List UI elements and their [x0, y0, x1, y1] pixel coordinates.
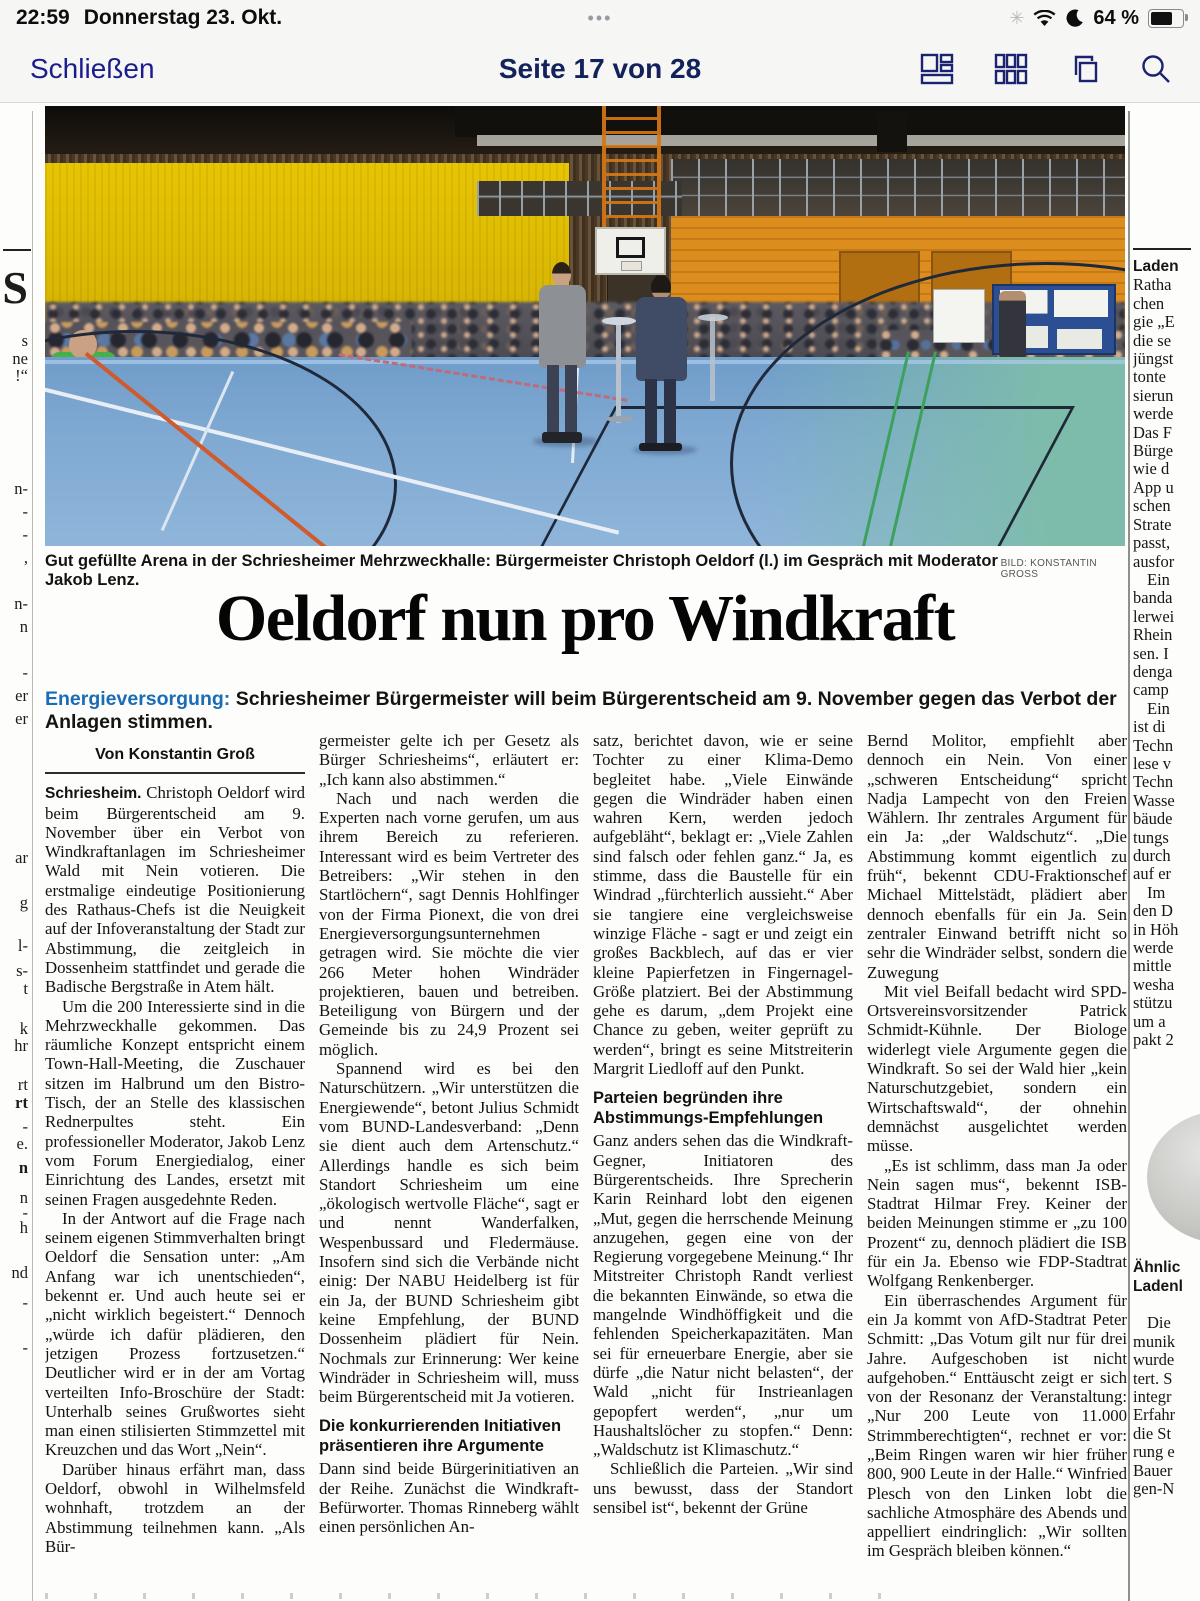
- clipped-text-fragment: t: [23, 979, 28, 998]
- clipped-text-line: banda: [1133, 588, 1173, 608]
- clipped-text-fragment: e.: [16, 1134, 28, 1153]
- status-center-dots: •••: [587, 7, 613, 28]
- clipped-text-line: camp: [1133, 680, 1169, 700]
- clipped-text-line: werde: [1133, 404, 1174, 424]
- clipped-text-line: bäude: [1133, 809, 1173, 829]
- clipped-text-fragment: s-: [16, 961, 28, 980]
- paragraph: Ganz anders sehen das die Windkraft-Gegner, Initiatoren des Bürgerentscheids. Ihre Sprecherin Karin Reinhard lobt den eigenen „Mut, gegen die herrschende Meinung anzugehen, gegen eine von der Regierung vorgegebene Meinung.“ Ihr Mitstreiter Christoph Randt verliest die bekannten Einwände, so etwa die mangelnde Windhöffigkeit und die fehlenden Speicherkapazitäten. Man sei für erneuerbare Energie, aber sie dürfe „die Natur nicht belasten“, der Wald „nicht für Instrieanlagen gepopfert werden“, „nur um Haushaltslöcher zu stopfen.“ Denn: „Waldschutz ist Klimaschutz.“: [593, 1131, 853, 1460]
- clipped-text-line: tonte: [1133, 367, 1166, 387]
- clipped-text-line: gie „E: [1133, 312, 1175, 332]
- clipped-text-fragment: -: [22, 663, 28, 682]
- clipped-text-fragment: g: [19, 893, 28, 912]
- clipped-text-line: mittle: [1133, 956, 1172, 976]
- section-rule: [3, 249, 31, 251]
- clipped-text-line: wesha: [1133, 974, 1175, 994]
- kicker-label: Energieversorgung:: [45, 688, 231, 710]
- article-column-3: [593, 731, 853, 1581]
- clipped-text-fragment: l-: [17, 936, 28, 955]
- clipped-text-line: die se: [1133, 330, 1172, 350]
- status-date: Donnerstag 23. Okt.: [83, 6, 283, 29]
- status-bar: [0, 0, 1200, 36]
- clipped-text-fragment: ar: [15, 848, 28, 867]
- clipped-text-line: chen: [1133, 293, 1165, 313]
- close-button[interactable]: Schließen: [30, 53, 155, 84]
- clipped-text-line: integr: [1133, 1386, 1172, 1406]
- photo-caption: Gut gefüllte Arena in der Schriesheimer Mehrzweckhalle: Bürgermeister Christoph Oeldorf (l.) im Gespräch mit Moderator Jakob Lenz.: [45, 552, 998, 589]
- paragraph: Spannend wird es bei den Naturschützern. „Wir unterstützen die Energiewende“, betont Julius Schmidt vom BUND-Landesverband: „Denn sie dient auch dem Artenschutz.“ Allerdings handle es sich beim Standort Schriesheim um eine „ökologisch wertvolle Fläche“, sagt er und nennt Wanderfalken, Wespenbussard und Fledermäuse. Insofern sind sich die Verbände nicht einig: Der NABU Heidelberg ist für ein Ja, der BUND Schriesheim gibt keine Empfehlung, der BUND Dossenheim plädiert für Nein. Nochmals zur Erinnerung: Wer keine Windräder in Schriesheim will, muss beim Bürgerentscheid mit Ja votieren.: [319, 1059, 579, 1407]
- wifi-icon: [1033, 10, 1056, 27]
- clipped-text-fragment: s: [21, 331, 28, 350]
- clipped-text-line: Ähnlic: [1133, 1259, 1181, 1277]
- kicker-text: Schriesheimer Bürgermeister will beim Bürgerentscheid am 9. November gegen das Verbot der Anlagen stimmen.: [45, 688, 1117, 733]
- article-column-1: [45, 731, 305, 1581]
- pages-copy-icon[interactable]: [1068, 53, 1100, 85]
- clipped-text-line: Rhein: [1133, 625, 1173, 645]
- clipped-text-line: sierun: [1133, 385, 1174, 405]
- paragraph: Darüber hinaus erfährt man, dass Oeldorf, obwohl in Wilhelmsfeld wohnhaft, trotzdem an der Abstimmung teilnehmen kann. „Als Bür-: [45, 1459, 305, 1556]
- column-rule-right: [1128, 111, 1130, 1601]
- basketball-truss: [602, 106, 660, 229]
- moon-icon: [1065, 9, 1084, 28]
- clipped-text-line: munik: [1133, 1331, 1176, 1351]
- clipped-text-fragment: n-: [14, 594, 28, 613]
- clipped-text-fragment: n: [19, 1188, 28, 1207]
- search-icon[interactable]: [1140, 53, 1172, 85]
- article-kicker: [45, 688, 1125, 734]
- paragraph: In der Antwort auf die Frage nach seinem eigenen Stimmverhalten bringt Oeldorf die Sensation unter: „Am Anfang war ich unentschieden“, bekennt er. Und auch heute sei er „nicht wirklich begeistert.“ Dennoch „würde ich dafür plädieren, den jetzigen Prozess fortzusetzen.“ Deutlicher wird er in der am Vortag verteilten Info-Broschüre der Stadt: Unterhalb seines Grußwortes sieht man einen stilisierten Stimmzettel mit Kreuzchen und das Wort „Nein“.: [45, 1208, 305, 1460]
- page-indicator: Seite 17 von 28: [498, 53, 702, 84]
- paragraph: „Es ist schlimm, dass man Ja oder Nein sagen mus“, bekennt ISB-Stadtrat Hilmar Frey. Keiner der beiden Meinungen stimme er „zu 100 Prozent“ zu, dennoch plädiert die ISB für ein Ja. Ebenso wie FDP-Stadtrat Wolfgang Renkenberger.: [867, 1155, 1127, 1291]
- article-headline: Oeldorf nun pro Windkraft: [215, 582, 955, 655]
- clipped-text-fragment: hr: [14, 1036, 28, 1055]
- clipped-text-line: durch: [1133, 846, 1171, 865]
- clipped-text-line: sen. I: [1133, 643, 1169, 663]
- clipped-text-line: um a: [1133, 1011, 1166, 1031]
- flipchart: [933, 289, 985, 344]
- clipped-text-line: Das F: [1133, 422, 1172, 442]
- paragraph: Bernd Molitor, empfiehlt aber dennoch ein Nein. Von einer „schweren Entscheidung“ spricht Nadja Lampecht von den Freien Wählern. Ihr zentrales Argument für ein Ja: „der Waldschutz“. „Die Abstimmung kommt eigentlich zu früh“, bekennt CDU-Fraktionschef Michael Mittelstädt, plädiert aber dennoch ebenfalls für ein Ja. Sein zentraler Einwand betrifft nicht so sehr die Windräder selbst, sondern die Zuwegung: [867, 731, 1127, 982]
- clipped-text-line: wie d: [1133, 459, 1170, 479]
- clipped-text-fragment: -: [22, 525, 28, 544]
- article-photo: [45, 106, 1125, 546]
- battery-percent: 64 %: [1093, 6, 1139, 29]
- clipped-text-fragment: ,: [23, 548, 28, 567]
- clipped-text-line: ausfor: [1133, 551, 1175, 571]
- clipped-text-fragment: er: [15, 686, 28, 705]
- paragraph: germeister gelte ich per Gesetz als Bürger Schriesheims“, erläutert er: „Ich kann also abstimmen.“: [319, 731, 579, 789]
- clipped-text-fragment: -: [22, 1293, 28, 1312]
- paragraph: Um die 200 Interessierte sind in die Mehrzweckhalle gekommen. Das räumliche Konzept entspricht einem Town-Hall-Meeting, die Zuschauer sitzen im Halbrund um den Bistro-Tisch, der an Stelle des klassischen Rednerpultes steht. Ein professioneller Moderator, Jakob Lenz vom Forum Energiedialog, einer Einrichtung des Landes, ersetzt mit seinen Fragen ausgedehnte Reden.: [45, 996, 305, 1209]
- clipped-text-line: ist di: [1133, 717, 1166, 737]
- clipped-text-fragment: er: [15, 709, 28, 728]
- clipped-text-line: Bauer: [1133, 1460, 1173, 1480]
- column-subhead: Parteien begründen ihre Abstimmungs-Empfehlungen: [593, 1089, 824, 1128]
- column-subhead: Die konkurrierenden Initiativen präsentieren ihre Argumente: [319, 1417, 562, 1456]
- clipped-text-line: denga: [1133, 661, 1173, 681]
- clipped-text-fragment: -: [22, 502, 28, 521]
- paragraph: Schriesheim. Christoph Oeldorf wird beim Bürgerentscheid am 9. November über ein Verbot von Windkraftanlagen im Schriesheimer Wald mit Nein votieren. Die erstmalige eindeutige Positionierung des Rathaus-Chefs ist die Neuigkeit auf der Infoveranstaltung der Stadt zur Abstimmung, die zeitgleich in Dossenheim stattfindet und gerade die Badische Bergstraße in Atem hält.: [45, 783, 305, 997]
- clipped-text-line: Wasse: [1133, 790, 1175, 810]
- basketball-backboard: [595, 227, 666, 275]
- clipped-text-line: tungs: [1133, 827, 1169, 847]
- paragraph: satz, berichtet davon, wie er seine Tochter zu einer Klima-Demo begleitet habe. „Viele Einwände gegen die Windräder haben einen wahren Kern, werden jedoch aufgebläht“, beklagt er: „Viele Zahlen sind falsch oder fehlen ganz.“ Ja, es stimme, dass die Baustelle für ein Windrad „fürchterlich aussieht.“ Aber sie tangiere eine vergleichsweise winzige Fläche - sagt er und zeigt ein großes Backblech, auf das er vier kleine Papierfetzen in Fingernagel-Größe platziert. Bei der Abstimmung gehe es darum, „dem Projekt eine Chance zu geben, weiter geprüft zu werden“, bringt es seine Mitstreiterin Margrit Liedloff auf den Punkt.: [593, 731, 853, 1079]
- clipped-text-line: die St: [1133, 1423, 1172, 1443]
- pdf-viewer-toolbar: [0, 36, 1200, 102]
- newspaper-page: [0, 102, 1200, 1601]
- clipped-text-line: lese v: [1133, 753, 1172, 773]
- standing-person: [999, 291, 1026, 357]
- clipped-next-line: [45, 1585, 1125, 1599]
- byline: Von Konstantin Groß: [45, 731, 305, 774]
- clipped-text-line: Die: [1147, 1313, 1171, 1333]
- clipped-text-line: passt,: [1133, 533, 1171, 553]
- clipped-text-line: Bürge: [1133, 441, 1174, 461]
- clipped-text-line: Techn: [1133, 735, 1174, 755]
- article-column-4: [867, 731, 1127, 1581]
- clipped-text-fragment: nd: [11, 1263, 28, 1282]
- clipped-text-line: jüngst: [1133, 349, 1174, 369]
- clipped-text-fragment: h: [19, 1218, 28, 1237]
- clipped-text-line: stützu: [1133, 993, 1173, 1013]
- paragraph: Mit viel Beifall bedacht wird SPD-Ortsvereinsvorsitzender Patrick Schmidt-Kühnle. Der Biologe widerlegt viele Argumente gegen die Windkraft. So sei der Wald hier „kein Naturschutzgebiet, sondern ein Wirtschaftswald“, der ohnehin demnächst ausgelichtet werden müsse.: [867, 981, 1127, 1156]
- clipped-text-fragment: -: [22, 1203, 28, 1222]
- clipped-text-line: Laden: [1133, 258, 1179, 275]
- moderator-figure: [634, 275, 690, 451]
- clipped-text-line: Erfahr: [1133, 1405, 1176, 1425]
- paragraph: Ein überraschendes Argument für ein Ja kommt von AfD-Stadtrat Peter Schmitt: „Das Votum gilt nur für drei Jahre. Aufgeschoben ist nicht aufgehoben.“ Enttäuscht zeigt er sich von der Resonanz der Veranstaltung: „Nur 200 Leute von 11.000 Strimmberechtigten“, rechnet er vor: „Beim Ringen waren wir hier früher 800, 900 Leute in der Halle.“ Winfried Plesch von den Linken lobt die sachliche Atmosphäre des Abends und appelliert eindringlich: „Wir sollten im Gespräch bleiben können.“: [867, 1290, 1127, 1561]
- clipped-text-fragment: S: [2, 262, 28, 313]
- clipped-text-fragment: n-: [14, 479, 28, 498]
- right-edge-clipped-column: [1133, 103, 1200, 1601]
- clipped-text-line: werde: [1133, 938, 1174, 958]
- clipped-text-line: App u: [1133, 477, 1174, 497]
- clipped-text-fragment: -: [22, 1117, 28, 1136]
- sync-spinner-icon: ✳: [1009, 8, 1025, 28]
- section-rule: [1133, 248, 1191, 250]
- clipped-text-fragment: n: [19, 617, 28, 636]
- clipped-text-fragment: !“: [15, 366, 28, 385]
- clipped-text-line: Strate: [1133, 514, 1172, 534]
- clipped-text-line: lerwei: [1133, 606, 1175, 626]
- left-edge-clipped-column: [0, 103, 31, 1601]
- clipped-text-line: Ein: [1147, 569, 1170, 589]
- paragraph: Nach und nach werden die Experten nach vorne gerufen, um aus ihrem Bereich zu referieren. Interessant wird es beim Vertreter des Betreibers: „Wir stehen in den Startlöchern“, sagt Dennis Hohlfinger von der Firma Pionext, die von drei Energieversorgungsunternehmen getragen wird. Sie möchte die vier 266 Meter hohen Windräder projektieren, bauen und betreiben. Beteiligung von Bürgern und der Gemeinde bis zu 24,9 Prozent sei möglich.: [319, 788, 579, 1059]
- clipped-text-fragment: -: [22, 1338, 28, 1357]
- clipped-text-line: Techn: [1133, 772, 1174, 792]
- clipped-text-line: in Höh: [1133, 919, 1179, 939]
- clipped-text-line: Ladenl: [1133, 1277, 1183, 1295]
- paragraph: Dann sind beide Bürgerinitiativen an der Reihe. Zunächst die Windkraft-Befürworter. Thomas Rinneberg wählt einen persönlichen An-: [319, 1459, 579, 1537]
- clipped-text-fragment: n: [18, 1158, 28, 1177]
- mayor-figure: [535, 262, 589, 442]
- clipped-text-fragment: ne: [12, 349, 28, 368]
- dateline-lead: Schriesheim.: [45, 785, 142, 803]
- article-body: [45, 731, 1127, 1581]
- clipped-text-line: wurde: [1133, 1350, 1175, 1370]
- battery-icon: [1148, 9, 1184, 28]
- photo-credit: BILD: KONSTANTIN GROSS: [1000, 558, 1097, 580]
- clipped-text-fragment: rt: [15, 1093, 28, 1112]
- article-layout-icon[interactable]: [920, 53, 954, 85]
- clipped-text-line: gen-N: [1133, 1478, 1175, 1498]
- clipped-text-line: pakt 2: [1133, 1030, 1174, 1050]
- bistro-table: [616, 322, 621, 423]
- paragraph: Schließlich die Parteien. „Wir sind uns bewusst, dass der Standort sensibel ist“, bekennt der Grüne: [593, 1459, 853, 1517]
- clipped-text-line: auf er: [1133, 864, 1172, 884]
- clipped-text-line: schen: [1133, 496, 1171, 516]
- clipped-text-line: tert. S: [1133, 1368, 1173, 1388]
- clipped-text-fragment: k: [19, 1019, 28, 1038]
- article-column-2: [319, 731, 579, 1581]
- clipped-text-line: den D: [1133, 901, 1173, 921]
- clipped-text-line: Ratha: [1133, 275, 1172, 295]
- clipped-logo-circle: [1147, 1111, 1200, 1243]
- page-grid-icon[interactable]: [994, 53, 1028, 85]
- clipped-text-line: Im: [1147, 882, 1166, 902]
- clipped-text-line: rung e: [1133, 1442, 1175, 1462]
- clock-time: 22:59: [16, 6, 70, 29]
- column-rule-left: [32, 111, 33, 1601]
- clipped-text-fragment: rt: [17, 1075, 28, 1094]
- clipped-text-line: Ein: [1147, 698, 1170, 718]
